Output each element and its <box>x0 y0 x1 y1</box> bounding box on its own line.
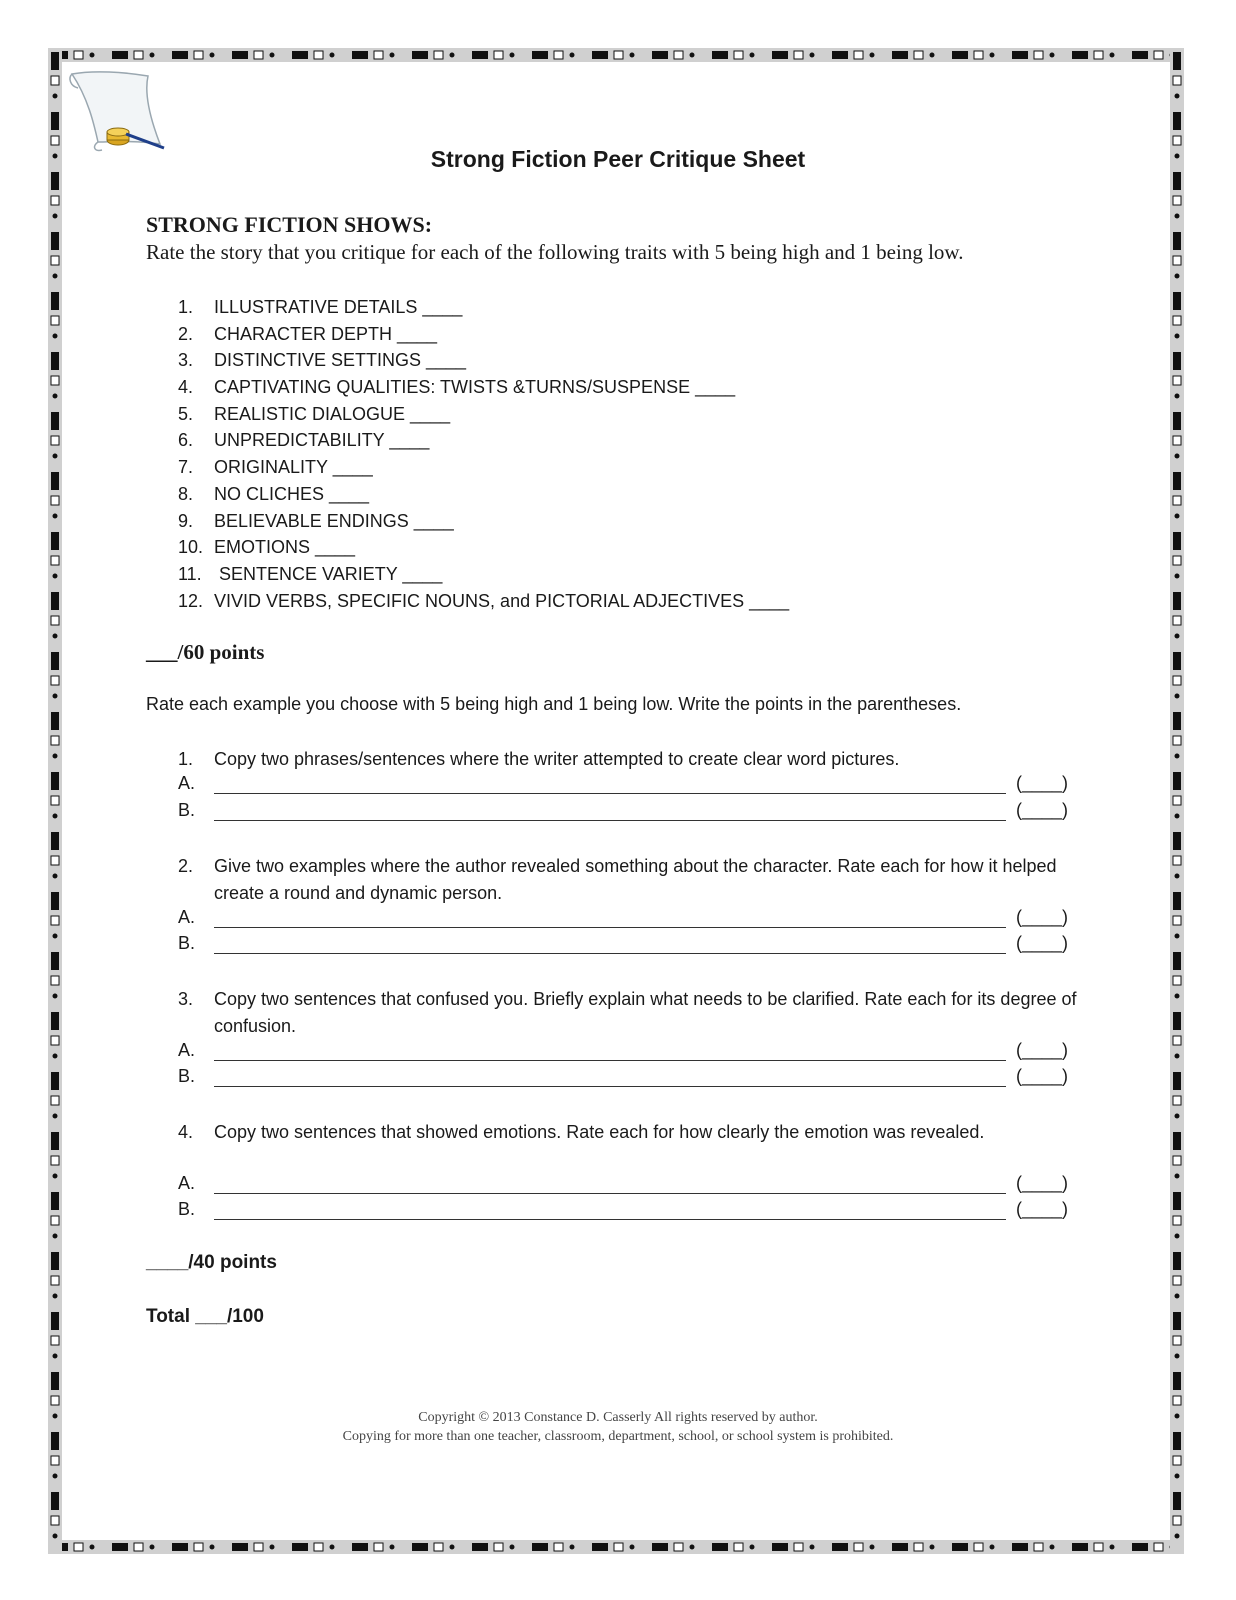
answer-letter: A. <box>178 1173 196 1193</box>
item-number: 1. <box>178 297 194 317</box>
item-number: 4. <box>178 377 194 398</box>
list-item <box>178 427 789 454</box>
decorative-border-right <box>1170 48 1184 1554</box>
decorative-border-left <box>48 48 62 1554</box>
answer-line[interactable] <box>214 1219 1006 1220</box>
trait-text: SENTENCE VARIETY ____ <box>214 563 443 584</box>
paper-scroll-icon <box>64 68 172 156</box>
rating-blank[interactable]: (____) <box>1015 773 1068 793</box>
page-title: Strong Fiction Peer Critique Sheet <box>430 146 806 172</box>
answer-line[interactable] <box>214 927 1006 928</box>
answer-letter: B. <box>178 1199 196 1219</box>
question-number: 2. <box>178 856 194 876</box>
item-number: 3. <box>178 350 194 371</box>
answer-letter: B. <box>178 933 196 953</box>
list-item <box>178 454 789 481</box>
answer-row-2b[interactable] <box>178 933 1068 959</box>
item-number: 2. <box>178 323 194 344</box>
item-number: 6. <box>178 430 194 451</box>
list-item <box>178 374 789 401</box>
section-heading: STRONG FICTION SHOWS: <box>146 212 433 237</box>
rating-blank[interactable]: (____) <box>1015 1173 1068 1193</box>
answer-letter: A. <box>178 907 196 927</box>
answer-row-3a[interactable] <box>178 1040 1068 1066</box>
answer-line[interactable] <box>214 1193 1006 1194</box>
trait-text: CAPTIVATING QUALITIES: TWISTS &TURNS/SUSPENSE ____ <box>214 377 736 398</box>
item-number: 8. <box>178 483 194 504</box>
decorative-border-top <box>48 48 1184 62</box>
question-4 <box>178 1119 1078 1146</box>
answer-letter: A. <box>178 1040 196 1060</box>
answer-line[interactable] <box>214 1086 1006 1087</box>
rating-blank[interactable]: (____) <box>1015 1066 1068 1086</box>
answer-letter: B. <box>178 1066 196 1086</box>
answer-row-2a[interactable] <box>178 907 1068 933</box>
answer-row-3b[interactable] <box>178 1066 1068 1092</box>
item-number: 11. <box>178 563 202 584</box>
answer-line[interactable] <box>214 1060 1006 1061</box>
item-number: 9. <box>178 510 194 531</box>
points-40-total: ____/40 points <box>146 1252 277 1273</box>
rating-blank[interactable]: (____) <box>1015 933 1068 953</box>
trait-list <box>178 294 789 614</box>
rating-blank[interactable]: (____) <box>1015 907 1068 927</box>
list-item <box>178 321 789 348</box>
question-3 <box>178 986 1078 1040</box>
answer-letter: A. <box>178 773 196 793</box>
question-text: Copy two sentences that confused you. Briefly explain what needs to be clarified. Rate each for its degree of confusion. <box>214 989 1077 1036</box>
trait-text: ILLUSTRATIVE DETAILS ____ <box>214 297 463 317</box>
traits-instructions: Rate the story that you critique for each of the following traits with 5 being high and 1 being low. <box>146 240 964 264</box>
question-1 <box>178 746 1078 773</box>
question-2 <box>178 853 1078 907</box>
answer-row-4b[interactable] <box>178 1199 1068 1225</box>
answer-letter: B. <box>178 800 196 820</box>
list-item <box>178 481 789 508</box>
item-number: 7. <box>178 457 194 478</box>
question-number: 4. <box>178 1122 194 1142</box>
question-text: Copy two sentences that showed emotions. Rate each for how clearly the emotion was revealed. <box>214 1122 985 1142</box>
decorative-border-bottom <box>48 1540 1184 1554</box>
trait-text: ORIGINALITY ____ <box>214 457 373 478</box>
answer-line[interactable] <box>214 953 1006 954</box>
answer-line[interactable] <box>214 820 1006 821</box>
list-item <box>178 588 789 615</box>
points-60-total: ___/60 points <box>146 640 265 664</box>
list-item <box>178 508 789 535</box>
item-number: 10. <box>178 537 204 558</box>
list-item <box>178 347 789 374</box>
answer-row-1b[interactable] <box>178 800 1068 826</box>
list-item <box>178 294 789 321</box>
question-number: 3. <box>178 989 194 1009</box>
trait-text: EMOTIONS ____ <box>214 537 356 558</box>
examples-instructions: Rate each example you choose with 5 being high and 1 being low. Write the points in the parentheses. <box>146 694 962 714</box>
rating-blank[interactable]: (____) <box>1015 800 1068 820</box>
copyright-line: Copyright © 2013 Constance D. Casserly All rights reserved by author. <box>418 1410 818 1425</box>
answer-row-4a[interactable] <box>178 1173 1068 1199</box>
trait-text: VIVID VERBS, SPECIFIC NOUNS, and PICTORIAL ADJECTIVES ____ <box>214 590 790 611</box>
trait-text: DISTINCTIVE SETTINGS ____ <box>214 350 467 371</box>
answer-row-1a[interactable] <box>178 773 1068 799</box>
trait-text: BELIEVABLE ENDINGS ____ <box>214 510 454 531</box>
question-number: 1. <box>178 749 194 769</box>
list-item <box>178 561 789 588</box>
trait-text: UNPREDICTABILITY ____ <box>214 430 430 451</box>
rating-blank[interactable]: (____) <box>1015 1040 1068 1060</box>
trait-text: REALISTIC DIALOGUE ____ <box>214 403 451 424</box>
list-item <box>178 534 789 561</box>
list-item <box>178 401 789 428</box>
trait-text: NO CLICHES ____ <box>214 483 370 504</box>
trait-text: CHARACTER DEPTH ____ <box>214 323 438 344</box>
grand-total: Total ___/100 <box>146 1306 264 1327</box>
answer-line[interactable] <box>214 793 1006 794</box>
question-text: Copy two phrases/sentences where the writer attempted to create clear word pictures. <box>214 749 900 769</box>
rating-blank[interactable]: (____) <box>1015 1199 1068 1219</box>
item-number: 12. <box>178 590 204 611</box>
item-number: 5. <box>178 403 194 424</box>
question-text: Give two examples where the author revealed something about the character. Rate each for how it helped create a round and dynamic person. <box>214 856 1057 903</box>
copying-notice: Copying for more than one teacher, classroom, department, school, or school system is prohibited. <box>342 1429 894 1444</box>
